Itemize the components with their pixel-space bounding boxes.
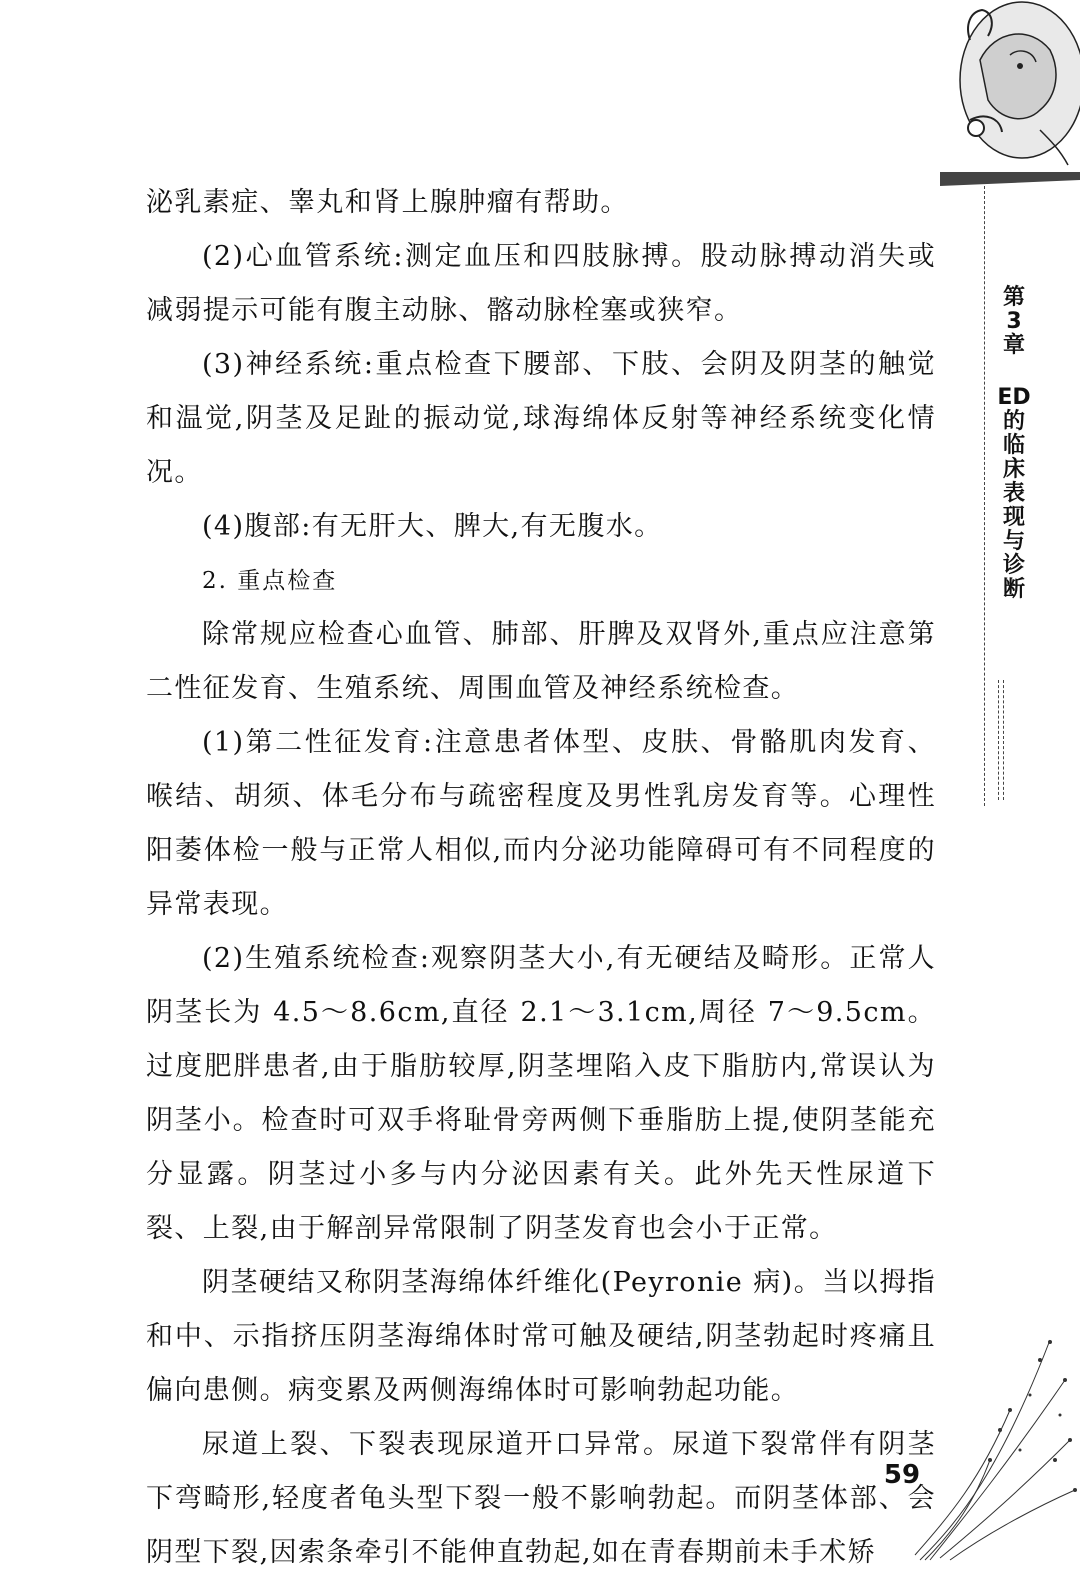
chapter-char: 第 (1002, 285, 1025, 310)
paragraph: (3)神经系统:重点检查下腰部、下肢、会阴及阴茎的触觉和温觉,阴茎及足趾的振动觉,球海绵体反射等神经系统变化情况。 (146, 349, 936, 488)
sidebar-top-rule (940, 172, 1080, 186)
paragraph: 除常规应检查心血管、肺部、肝脾及双肾外,重点应注意第二性征发育、生殖系统、周围血管及神经系统检查。 (146, 619, 936, 704)
paragraph: (1)第二性征发育:注意患者体型、皮肤、骨骼肌肉发育、喉结、胡须、体毛分布与疏密程度及男性乳房发育等。心理性阳萎体检一般与正常人相似,而内分泌功能障碍可有不同程度的异常表现。 (146, 727, 936, 920)
paragraph: (4)腹部:有无肝大、脾大,有无腹水。 (202, 511, 663, 542)
chapter-title-char: 诊 (1002, 553, 1025, 578)
chapter-title-char: 的 (1002, 409, 1025, 434)
sidebar-dashed-marks (998, 680, 1004, 800)
page-number: 59 (883, 1460, 921, 1490)
body-text (146, 176, 936, 1580)
chapter-tab (990, 286, 1038, 602)
chapter-title-char: 与 (1002, 529, 1025, 554)
chapter-title-char: 现 (1002, 505, 1025, 530)
chapter-title-char: 临 (1002, 433, 1025, 458)
paragraph: 阴茎硬结又称阴茎海绵体纤维化(Peyronie 病)。当以拇指和中、示指挤压阴茎海绵体时常可触及硬结,阴茎勃起时疼痛且偏向患侧。病变累及两侧海绵体时可影响勃起功能。 (146, 1267, 936, 1406)
paragraph: (2)生殖系统检查:观察阴茎大小,有无硬结及畸形。正常人阴茎长为 4.5～8.6cm,直径 2.1～3.1cm,周径 7～9.5cm。过度肥胖患者,由于脂肪较厚,阴茎埋陷入皮下脂肪内,常误认为阴茎小。检查时可双手将耻骨旁两侧下垂脂肪上提,使阴茎能充分显露。阴茎过小多与内分泌因素有关。此外先天性尿道下裂、上裂,由于解剖异常限制了阴茎发育也会小于正常。 (146, 943, 936, 1244)
chapter-title-char: ED (997, 385, 1031, 410)
chapter-char: 章 (1002, 333, 1025, 358)
paragraph: 尿道上裂、下裂表现尿道开口异常。尿道下裂常伴有阴茎下弯畸形,轻度者龟头型下裂一般不影响勃起。而阴茎体部、会阴型下裂,因索条牵引不能伸直勃起,如在青春期前未手术矫 (146, 1429, 936, 1568)
sidebar-dashed-line (984, 186, 987, 806)
corner-illustration (940, 0, 1080, 180)
paragraph: (2)心血管系统:测定血压和四肢脉搏。股动脉搏动消失或减弱提示可能有腹主动脉、髂动脉栓塞或狭窄。 (146, 241, 936, 326)
plant-illustration (900, 1320, 1080, 1568)
chapter-title-char: 床 (1002, 457, 1025, 482)
section-heading: 2. 重点检查 (202, 568, 338, 594)
chapter-title-char: 表 (1002, 481, 1025, 506)
paragraph: 泌乳素症、睾丸和肾上腺肿瘤有帮助。 (146, 187, 629, 218)
chapter-title-char: 断 (1002, 577, 1025, 602)
chapter-char: 3 (1006, 309, 1022, 334)
